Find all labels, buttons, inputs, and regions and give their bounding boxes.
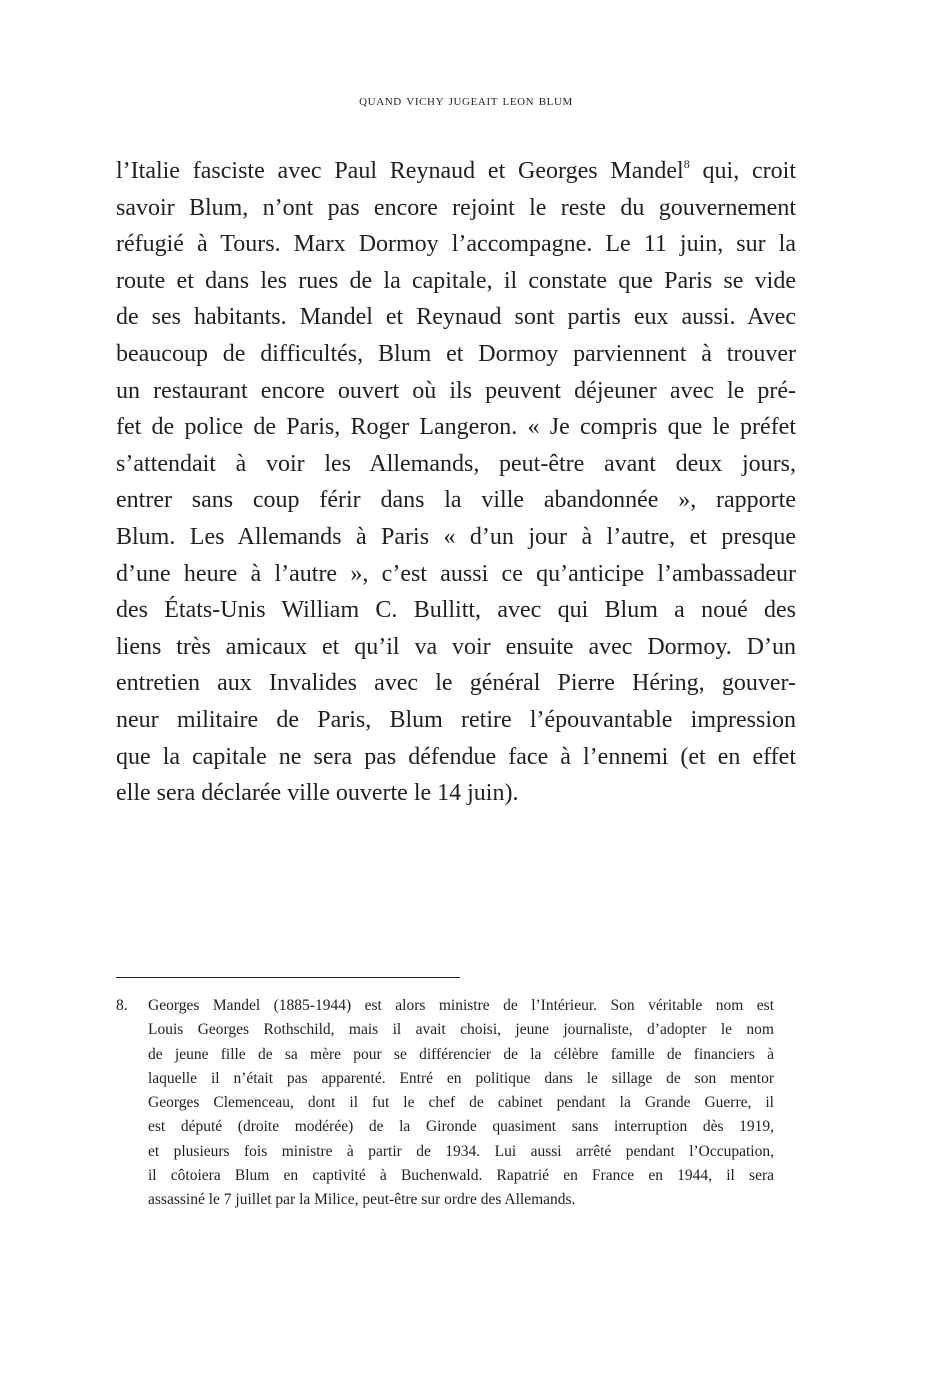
footnote-line: est député (droite modérée) de la Gironde quasiment sans interruption dès 1919,	[148, 1118, 774, 1136]
paragraph-line: de ses habitants. Mandel et Reynaud sont partis eux aussi. Avec	[116, 304, 796, 331]
paragraph-line: d’une heure à l’autre », c’est aussi ce qu’anticipe l’ambassadeur	[116, 560, 796, 587]
running-head	[0, 92, 932, 110]
footnote-separator	[116, 977, 460, 978]
paragraph-line: elle sera déclarée ville ouverte le 14 juin).	[116, 780, 519, 807]
footnote-number: 8.	[116, 997, 128, 1014]
footnote-reference[interactable]: 8	[683, 157, 690, 171]
footnote-line: Louis Georges Rothschild, mais il avait choisi, jeune journaliste, d’adopter le nom	[148, 1021, 774, 1039]
paragraph-line: s’attendait à voir les Allemands, peut-être avant deux jours,	[116, 450, 796, 477]
footnote-line: assassiné le 7 juillet par la Milice, peut-être sur ordre des Allemands.	[148, 1191, 576, 1209]
paragraph-line: route et dans les rues de la capitale, il constate que Paris se vide	[116, 267, 796, 294]
main-paragraph	[116, 153, 796, 812]
paragraph-line: beaucoup de difficultés, Blum et Dormoy parviennent à trouver	[116, 340, 796, 367]
paragraph-line: Blum. Les Allemands à Paris « d’un jour à l’autre, et presque	[116, 523, 796, 550]
footnote-line: et plusieurs fois ministre à partir de 1934. Lui aussi arrêté pendant l’Occupation,	[148, 1142, 774, 1160]
paragraph-line-text: l’Italie fasciste avec Paul Reynaud et Georges Mandel	[116, 158, 684, 184]
footnote-body	[148, 994, 774, 1213]
paragraph-line-tail: qui, croit	[689, 158, 796, 184]
running-head-text: quand vichy jugeait leon blum	[359, 92, 573, 109]
paragraph-line	[116, 153, 796, 190]
paragraph-line: entrer sans coup férir dans la ville abandonnée », rapporte	[116, 487, 796, 514]
paragraph-line: fet de police de Paris, Roger Langeron. « Je compris que le préfet	[116, 414, 796, 441]
paragraph-line: neur militaire de Paris, Blum retire l’épouvantable impression	[116, 706, 796, 733]
paragraph-line: que la capitale ne sera pas défendue face à l’ennemi (et en effet	[116, 743, 796, 770]
paragraph-line: réfugié à Tours. Marx Dormoy l’accompagne. Le 11 juin, sur la	[116, 231, 796, 258]
paragraph-line: des États-Unis William C. Bullitt, avec qui Blum a noué des	[116, 597, 796, 624]
paragraph-line: savoir Blum, n’ont pas encore rejoint le reste du gouvernement	[116, 194, 796, 221]
footnote-line: Georges Mandel (1885-1944) est alors ministre de l’Intérieur. Son véritable nom est	[148, 997, 774, 1014]
footnote-line: il côtoiera Blum en captivité à Buchenwald. Rapatrié en France en 1944, il sera	[148, 1167, 774, 1185]
footnote-line: Georges Clemenceau, dont il fut le chef de cabinet pendant la Grande Guerre, il	[148, 1094, 774, 1112]
paragraph-line: liens très amicaux et qu’il va voir ensuite avec Dormoy. D’un	[116, 633, 796, 660]
paragraph-line: un restaurant encore ouvert où ils peuvent déjeuner avec le pré-	[116, 377, 796, 404]
footnote-line: de jeune fille de sa mère pour se différencier de la célèbre famille de financiers à	[148, 1045, 774, 1063]
footnote-line: laquelle il n’était pas apparenté. Entré en politique dans le sillage de son mentor	[148, 1069, 774, 1087]
paragraph-line: entretien aux Invalides avec le général Pierre Héring, gouver-	[116, 670, 796, 697]
